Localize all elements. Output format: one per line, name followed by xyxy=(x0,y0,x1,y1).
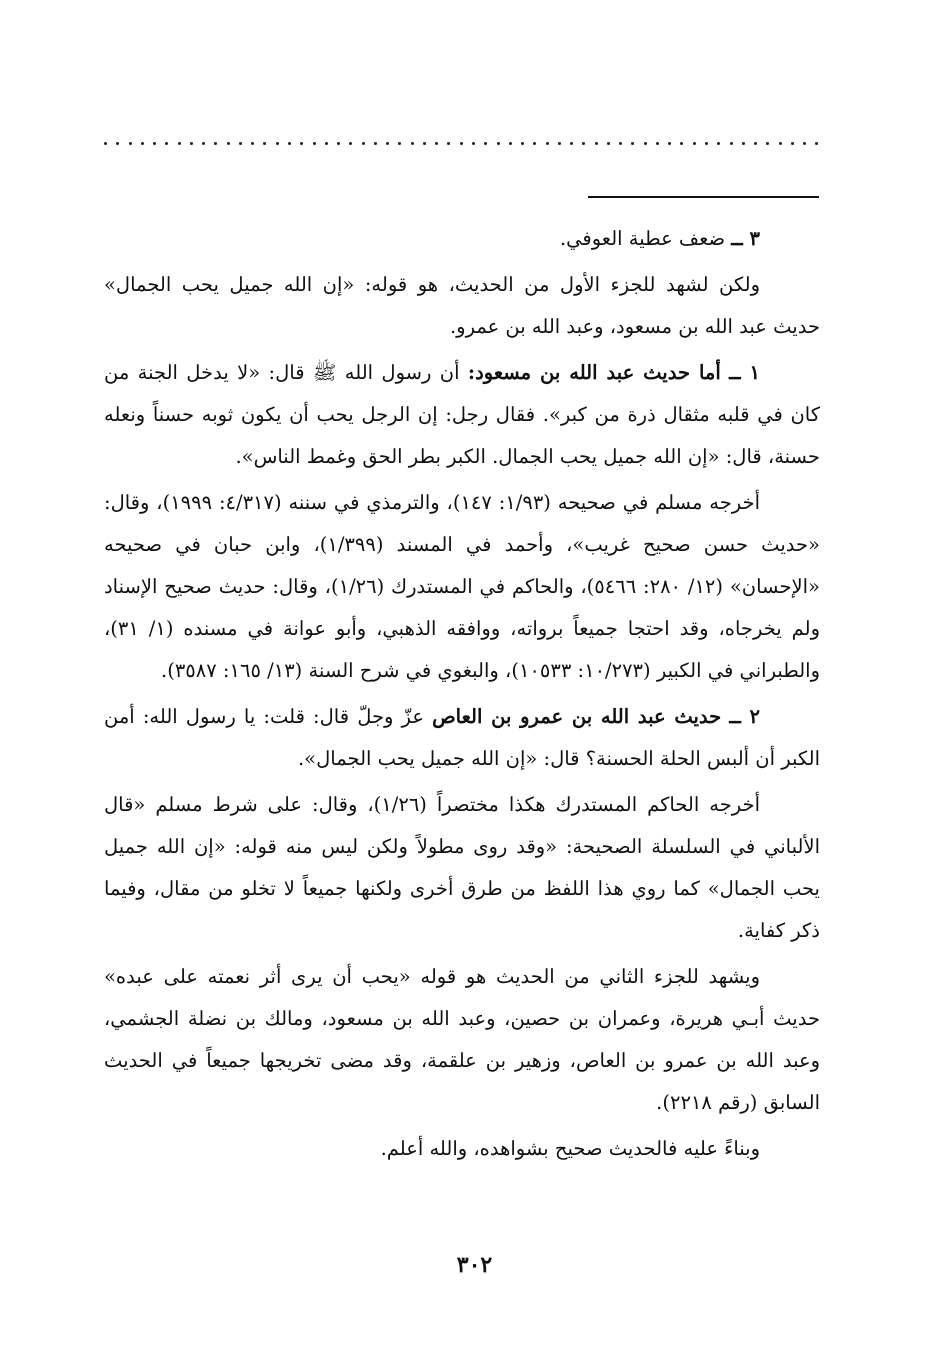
item-3-paragraph xyxy=(104,218,820,260)
hadith-2-number: ٢ ــ xyxy=(729,705,760,728)
hadith-2-text: عزّ وجلّ قال: قلت: يا رسول الله: أمن الكبر أن ألبس الحلة الحسنة؟ قال: «إن الله جميل يحب الجمال». xyxy=(104,705,820,770)
item-3-number: ٣ ــ xyxy=(731,227,760,250)
takhrij-2-paragraph: أخرجه الحاكم المستدرك هكذا مختصراً (١/٢٦)، وقال: على شرط مسلم «قال الألباني في السلسلة الصحيحة: «وقد روى مطولاً ولكن ليس منه قوله: «إن الله جميل يحب الجمال» كما روي هذا اللفظ من طرق أخرى ولكنها جميعاً لا تخلو من مقال، وفيما ذكر كفاية. xyxy=(104,793,820,942)
hadith-1-paragraph xyxy=(104,352,820,478)
page-number: ٣٠٢ xyxy=(456,1252,493,1278)
hadith-2-title: حديث عبد الله بن عمرو بن العاص xyxy=(432,705,722,728)
intro-paragraph: ولكن لشهد للجزء الأول من الحديث، هو قوله: «إن الله جميل يحب الجمال» حديث عبد الله بن مسعود، وعبد الله بن عمرو. xyxy=(104,273,820,338)
part-2-paragraph: ويشهد للجزء الثاني من الحديث هو قوله «يحب أن يرى أثر نعمته على عبده» حديث أبـي هريرة، وعمران بن حصين، وعبد الله بن مسعود، ومالك بن نضلة الجشمي، وعبد الله بن عمرو بن العاص، وزهير بن علقمة، وقد مضى تخريجها جميعاً في الحديث السابق (رقم ٢٢١٨). xyxy=(104,965,821,1114)
takhrij-1-paragraph: أخرجه مسلم في صحيحه (١/٩٣: ١٤٧)، والترمذي في سننه (٤/٣١٧: ١٩٩٩)، وقال: «حديث حسن صحيح غريب»، وأحمد في المسند (١/٣٩٩)، وابن حبان في صحيحه «الإحسان» (١٢/ ٢٨٠: ٥٤٦٦)، والحاكم في المستدرك (١/٢٦)، وقال: حديث صحيح الإسناد ولم يخرجاه، وقد احتجا جميعاً برواته، ووافقه الذهبي، وأبو عوانة في مسنده (١/ ٣١)، والطبراني في الكبير (١٠/٢٧٣: ١٠٥٣٣)، والبغوي في شرح السنة (١٣/ ١٦٥: ٣٥٨٧). xyxy=(104,491,820,682)
hadith-2-paragraph xyxy=(104,696,820,780)
dotted-separator xyxy=(104,138,819,148)
footnote-rule xyxy=(588,196,819,198)
body-text xyxy=(104,218,820,1174)
hadith-1-title: أما حديث عبد الله بن مسعود: xyxy=(467,361,721,384)
conclusion-paragraph: وبناءً عليه فالحديث صحيح بشواهده، والله أعلم. xyxy=(380,1137,760,1160)
hadith-1-number: ١ ــ xyxy=(729,361,760,384)
item-3-text: ضعف عطية العوفي. xyxy=(559,227,726,250)
hadith-1-text: أن رسول الله ﷺ قال: «لا يدخل الجنة من كان في قلبه مثقال ذرة من كبر». فقال رجل: إن الرجل يحب أن يكون ثوبه حسناً ونعله حسنة، قال: «إن الله جميل يحب الجمال. الكبر بطر الحق وغمط الناس». xyxy=(104,361,820,468)
